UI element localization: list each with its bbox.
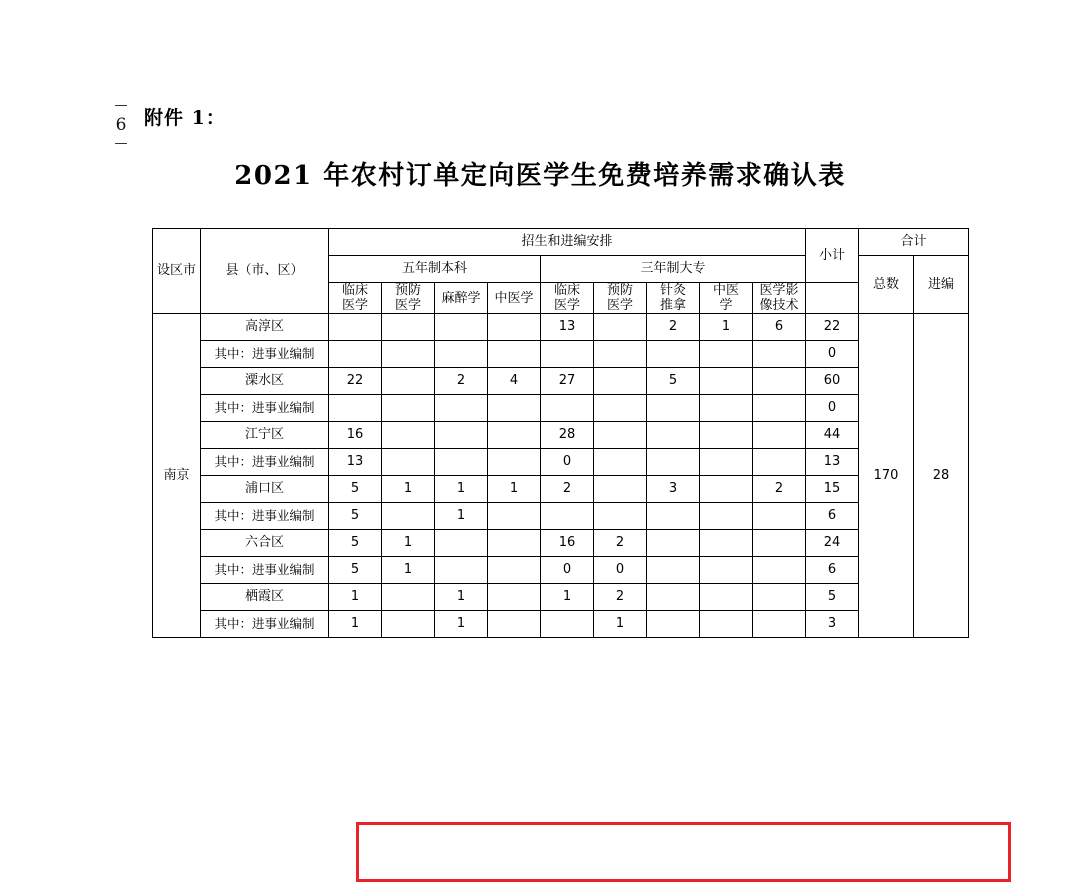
cell-value — [700, 503, 753, 530]
cell-city-total: 170 — [859, 314, 914, 638]
cell-value: 2 — [435, 368, 488, 395]
header-col-ug-3 — [488, 283, 541, 314]
header-col-cg-3-line2: 学 — [719, 298, 733, 313]
cell-value — [700, 341, 753, 368]
cell-value — [700, 395, 753, 422]
table-row — [153, 422, 969, 449]
cell-value: 1 — [435, 611, 488, 638]
cell-row-label-staffing: 其中：进事业编制 — [201, 557, 329, 584]
header-col-cg-0-line1: 临床 — [553, 283, 580, 298]
cell-subtotal: 60 — [806, 368, 859, 395]
cell-subtotal: 13 — [806, 449, 859, 476]
cell-city-staffing: 28 — [914, 314, 969, 638]
cell-value — [753, 611, 806, 638]
table-row — [153, 503, 969, 530]
highlight-box — [356, 822, 1011, 882]
page-marker-dash-bottom: — — [114, 136, 128, 151]
table-body — [153, 314, 969, 638]
cell-value: 2 — [594, 530, 647, 557]
header-col-ug-1-line2: 医学 — [394, 298, 421, 313]
cell-value: 1 — [329, 611, 382, 638]
cell-value — [488, 503, 541, 530]
cell-value — [647, 449, 700, 476]
cell-value: 1 — [382, 557, 435, 584]
cell-value: 2 — [541, 476, 594, 503]
cell-value — [594, 395, 647, 422]
header-col-ug-0-line1: 临床 — [341, 283, 368, 298]
attachment-label: 附件 1： — [144, 107, 226, 129]
cell-value — [753, 368, 806, 395]
cell-value — [488, 557, 541, 584]
cell-value — [435, 449, 488, 476]
cell-value — [382, 341, 435, 368]
cell-value: 13 — [329, 449, 382, 476]
cell-city-name: 南京 — [153, 314, 201, 638]
cell-row-label-county: 浦口区 — [201, 476, 329, 503]
cell-value: 5 — [647, 368, 700, 395]
cell-value — [700, 611, 753, 638]
cell-value — [541, 395, 594, 422]
cell-value: 1 — [382, 530, 435, 557]
cell-value: 22 — [329, 368, 382, 395]
cell-value: 1 — [435, 584, 488, 611]
table-row — [153, 314, 969, 341]
header-col-cg-2-line2: 推拿 — [659, 298, 686, 313]
cell-subtotal: 44 — [806, 422, 859, 449]
cell-value: 2 — [753, 476, 806, 503]
cell-row-label-staffing: 其中：进事业编制 — [201, 449, 329, 476]
cell-value — [700, 368, 753, 395]
cell-value — [435, 314, 488, 341]
cell-value — [647, 530, 700, 557]
cell-row-label-county: 江宁区 — [201, 422, 329, 449]
cell-value — [382, 503, 435, 530]
header-col-ug-2 — [435, 283, 488, 314]
cell-value — [700, 530, 753, 557]
table-row — [153, 584, 969, 611]
cell-value — [488, 449, 541, 476]
page-marker-dash-top: — — [114, 98, 128, 113]
cell-subtotal: 6 — [806, 557, 859, 584]
cell-value: 5 — [329, 530, 382, 557]
header-col-cg-1-line2: 医学 — [606, 298, 633, 313]
cell-value — [435, 422, 488, 449]
header-col-ug-1-line1: 预防 — [394, 283, 421, 298]
cell-row-label-staffing: 其中：进事业编制 — [201, 503, 329, 530]
cell-subtotal: 24 — [806, 530, 859, 557]
cell-value: 0 — [541, 557, 594, 584]
cell-value — [382, 611, 435, 638]
cell-value — [753, 341, 806, 368]
header-col-cg-1-line1: 预防 — [606, 283, 633, 298]
table-row — [153, 557, 969, 584]
cell-value: 1 — [700, 314, 753, 341]
cell-value — [382, 314, 435, 341]
cell-value — [753, 395, 806, 422]
requirement-table-wrapper — [152, 228, 960, 638]
cell-value: 13 — [541, 314, 594, 341]
cell-value — [488, 314, 541, 341]
header-col-cg-4-line1: 医学影 — [759, 283, 799, 298]
cell-value — [753, 503, 806, 530]
cell-value: 28 — [541, 422, 594, 449]
cell-value — [488, 341, 541, 368]
header-col-cg-0 — [541, 283, 594, 314]
cell-value: 4 — [488, 368, 541, 395]
cell-value: 1 — [594, 611, 647, 638]
cell-value: 6 — [753, 314, 806, 341]
cell-value: 3 — [647, 476, 700, 503]
cell-row-label-county: 高淳区 — [201, 314, 329, 341]
cell-value — [594, 422, 647, 449]
header-col-cg-4-line2: 像技术 — [759, 298, 799, 313]
header-col-cg-2-line1: 针灸 — [659, 283, 686, 298]
cell-row-label-staffing: 其中：进事业编制 — [201, 341, 329, 368]
cell-value — [594, 503, 647, 530]
cell-value: 27 — [541, 368, 594, 395]
page-number: 6 — [115, 115, 127, 135]
cell-value — [647, 422, 700, 449]
cell-row-label-staffing: 其中：进事业编制 — [201, 395, 329, 422]
cell-value — [700, 476, 753, 503]
cell-value — [329, 395, 382, 422]
cell-subtotal: 0 — [806, 341, 859, 368]
cell-subtotal: 5 — [806, 584, 859, 611]
cell-value: 1 — [329, 584, 382, 611]
cell-value — [541, 611, 594, 638]
cell-value — [435, 341, 488, 368]
page-title: 2021 年农村订单定向医学生免费培养需求确认表 — [234, 161, 846, 191]
page-number-marginalia — [108, 100, 134, 150]
cell-value — [700, 557, 753, 584]
cell-value — [435, 395, 488, 422]
cell-value — [382, 422, 435, 449]
header-col-ug-0 — [329, 283, 382, 314]
cell-subtotal: 0 — [806, 395, 859, 422]
cell-value: 16 — [541, 530, 594, 557]
table-head — [153, 229, 969, 314]
header-col-ug-2-line1: 麻醉学 — [441, 290, 481, 306]
cell-value — [488, 395, 541, 422]
cell-value — [647, 341, 700, 368]
table-row — [153, 341, 969, 368]
cell-value: 5 — [329, 557, 382, 584]
cell-value — [700, 584, 753, 611]
cell-value — [647, 395, 700, 422]
cell-value — [435, 530, 488, 557]
cell-row-label-staffing: 其中：进事业编制 — [201, 611, 329, 638]
table-row — [153, 530, 969, 557]
header-col-cg-4 — [753, 283, 806, 314]
header-col-cg-1 — [594, 283, 647, 314]
header-total-count: 总数 — [859, 256, 914, 314]
cell-value: 0 — [594, 557, 647, 584]
cell-subtotal: 3 — [806, 611, 859, 638]
cell-value: 5 — [329, 476, 382, 503]
table-row — [153, 449, 969, 476]
header-college-group: 三年制大专 — [541, 256, 806, 283]
cell-value — [329, 314, 382, 341]
header-total-staffing: 进编 — [914, 256, 969, 314]
cell-value: 1 — [488, 476, 541, 503]
header-total-group: 合计 — [859, 229, 969, 256]
cell-value — [594, 368, 647, 395]
cell-value — [488, 530, 541, 557]
header-col-ug-3-line1: 中医学 — [494, 290, 534, 306]
cell-value — [594, 314, 647, 341]
cell-value — [435, 557, 488, 584]
cell-value — [700, 449, 753, 476]
cell-value: 5 — [329, 503, 382, 530]
cell-value — [647, 584, 700, 611]
cell-value — [594, 476, 647, 503]
cell-subtotal: 6 — [806, 503, 859, 530]
cell-row-label-county: 溧水区 — [201, 368, 329, 395]
cell-subtotal: 22 — [806, 314, 859, 341]
header-col-ug-0-line2: 医学 — [341, 298, 368, 313]
cell-value — [753, 557, 806, 584]
cell-value — [488, 611, 541, 638]
table-row — [153, 368, 969, 395]
cell-value — [647, 503, 700, 530]
cell-row-label-county: 六合区 — [201, 530, 329, 557]
cell-value — [700, 422, 753, 449]
cell-value — [329, 341, 382, 368]
header-undergrad-group: 五年制本科 — [329, 256, 541, 283]
header-plan-group: 招生和进编安排 — [329, 229, 806, 256]
table-row — [153, 611, 969, 638]
cell-value — [382, 584, 435, 611]
cell-value — [541, 503, 594, 530]
table-row — [153, 476, 969, 503]
cell-value — [647, 557, 700, 584]
cell-value — [753, 422, 806, 449]
cell-value — [753, 584, 806, 611]
cell-value — [753, 530, 806, 557]
cell-value — [753, 449, 806, 476]
header-city: 设区市 — [153, 229, 201, 314]
cell-value — [594, 341, 647, 368]
table-row — [153, 395, 969, 422]
cell-value: 2 — [594, 584, 647, 611]
header-county: 县（市、区） — [201, 229, 329, 314]
cell-value — [382, 449, 435, 476]
requirement-table — [152, 228, 969, 638]
cell-value: 1 — [541, 584, 594, 611]
cell-value — [382, 395, 435, 422]
cell-value: 2 — [647, 314, 700, 341]
header-col-cg-3 — [700, 283, 753, 314]
cell-value — [647, 611, 700, 638]
cell-value: 1 — [435, 476, 488, 503]
cell-value: 1 — [382, 476, 435, 503]
cell-row-label-county: 栖霞区 — [201, 584, 329, 611]
cell-value — [541, 341, 594, 368]
cell-value: 1 — [435, 503, 488, 530]
cell-value — [488, 422, 541, 449]
cell-value — [382, 368, 435, 395]
header-subtotal: 小计 — [806, 229, 859, 283]
cell-value: 16 — [329, 422, 382, 449]
cell-subtotal: 15 — [806, 476, 859, 503]
header-col-cg-2 — [647, 283, 700, 314]
header-col-ug-1 — [382, 283, 435, 314]
cell-value: 0 — [541, 449, 594, 476]
header-col-cg-0-line2: 医学 — [553, 298, 580, 313]
table-header-row-1 — [153, 229, 969, 256]
header-col-cg-3-line1: 中医 — [712, 283, 739, 298]
cell-value — [594, 449, 647, 476]
cell-value — [488, 584, 541, 611]
